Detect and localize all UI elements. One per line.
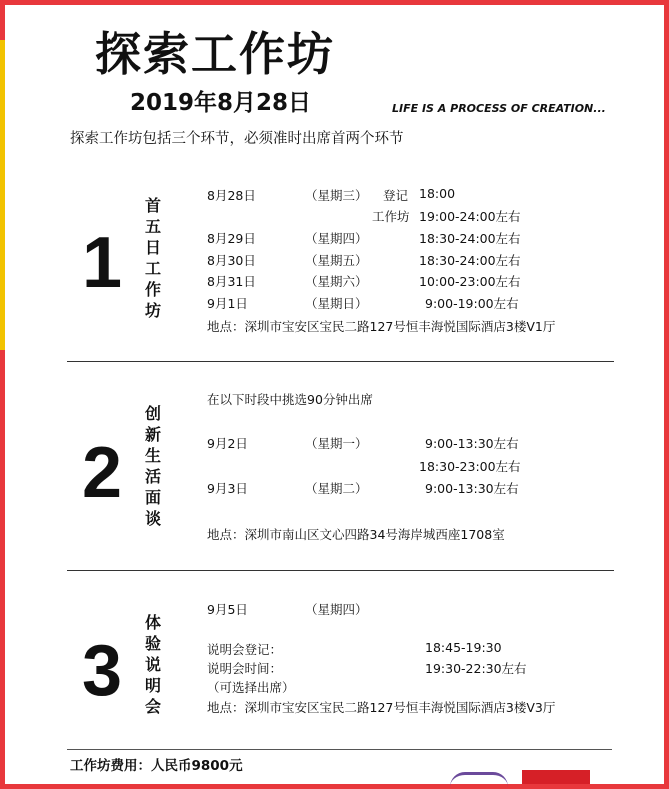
s2-row-3-time: 9:00-13:30左右 bbox=[425, 481, 519, 496]
section-1-number: 1 bbox=[82, 223, 123, 303]
brand-logo-arc bbox=[450, 772, 508, 787]
s2-row-1-weekday: （星期一） bbox=[305, 436, 368, 451]
brand-logo-block bbox=[522, 770, 590, 784]
s2-row-1-date: 9月2日 bbox=[207, 436, 248, 451]
s1-row-4-date: 8月30日 bbox=[207, 253, 256, 268]
s3-row-2-time: 19:30-22:30左右 bbox=[425, 661, 527, 676]
s2-row-2-time: 18:30-23:00左右 bbox=[419, 459, 521, 474]
s1-row-1-time: 18:00 bbox=[419, 186, 456, 201]
s1-row-1-item: 登记 bbox=[383, 188, 409, 203]
s1-row-5-weekday: （星期六） bbox=[305, 274, 368, 289]
page-title: 探索工作坊 bbox=[95, 27, 335, 81]
s1-row-1-weekday: （星期三） bbox=[305, 188, 368, 203]
s3-weekday: （星期四） bbox=[305, 602, 368, 617]
s3-row-2-item: 说明会时间： bbox=[207, 661, 283, 676]
s1-row-2-item: 工作坊 bbox=[372, 209, 410, 224]
s1-row-5-date: 8月31日 bbox=[207, 274, 256, 289]
s3-location: 地点：深圳市宝安区宝民二路127号恒丰海悦国际酒店3楼V3厅 bbox=[207, 700, 556, 715]
section-3-label: 体验说明会 bbox=[144, 613, 161, 716]
intro-text: 探索工作坊包括三个环节，必须准时出席首两个环节 bbox=[70, 131, 404, 147]
s3-row-1-item: 说明会登记： bbox=[207, 642, 283, 657]
s2-row-3-date: 9月3日 bbox=[207, 481, 248, 496]
s1-row-6-time: 9:00-19:00左右 bbox=[425, 296, 519, 311]
fee-divider bbox=[67, 749, 612, 750]
s1-row-6-weekday: （星期日） bbox=[305, 296, 368, 311]
section-divider-2 bbox=[67, 570, 614, 571]
event-date: 2019年8月28日 bbox=[130, 90, 312, 116]
s3-date: 9月5日 bbox=[207, 602, 248, 617]
workshop-fee: 工作坊费用：人民币9800元 bbox=[70, 758, 243, 774]
s2-location: 地点：深圳市南山区文心四路34号海岸城西座1708室 bbox=[207, 527, 505, 542]
section-divider-1 bbox=[67, 361, 614, 362]
s3-row-1-time: 18:45-19:30 bbox=[425, 640, 502, 655]
s2-note: 在以下时段中挑选90分钟出席 bbox=[207, 392, 373, 407]
s1-row-1-date: 8月28日 bbox=[207, 188, 256, 203]
s1-location: 地点：深圳市宝安区宝民二路127号恒丰海悦国际酒店3楼V1厅 bbox=[207, 319, 556, 334]
s3-optional: （可选择出席） bbox=[207, 680, 295, 695]
section-2-number: 2 bbox=[82, 433, 123, 513]
left-accent-bar bbox=[0, 40, 5, 350]
s1-row-3-date: 8月29日 bbox=[207, 231, 256, 246]
s1-row-4-weekday: （星期五） bbox=[305, 253, 368, 268]
s1-row-4-time: 18:30-24:00左右 bbox=[419, 253, 521, 268]
s2-row-3-weekday: （星期二） bbox=[305, 481, 368, 496]
motto: LIFE IS A PROCESS OF CREATION... bbox=[392, 102, 606, 115]
s2-row-1-time: 9:00-13:30左右 bbox=[425, 436, 519, 451]
s1-row-6-date: 9月1日 bbox=[207, 296, 248, 311]
section-3-number: 3 bbox=[82, 631, 123, 711]
section-1-label: 首五日工作坊 bbox=[144, 196, 161, 320]
s1-row-3-weekday: （星期四） bbox=[305, 231, 368, 246]
s1-row-5-time: 10:00-23:00左右 bbox=[419, 274, 521, 289]
s1-row-3-time: 18:30-24:00左右 bbox=[419, 231, 521, 246]
section-2-label: 创新生活面谈 bbox=[144, 404, 161, 528]
s1-row-2-time: 19:00-24:00左右 bbox=[419, 209, 521, 224]
